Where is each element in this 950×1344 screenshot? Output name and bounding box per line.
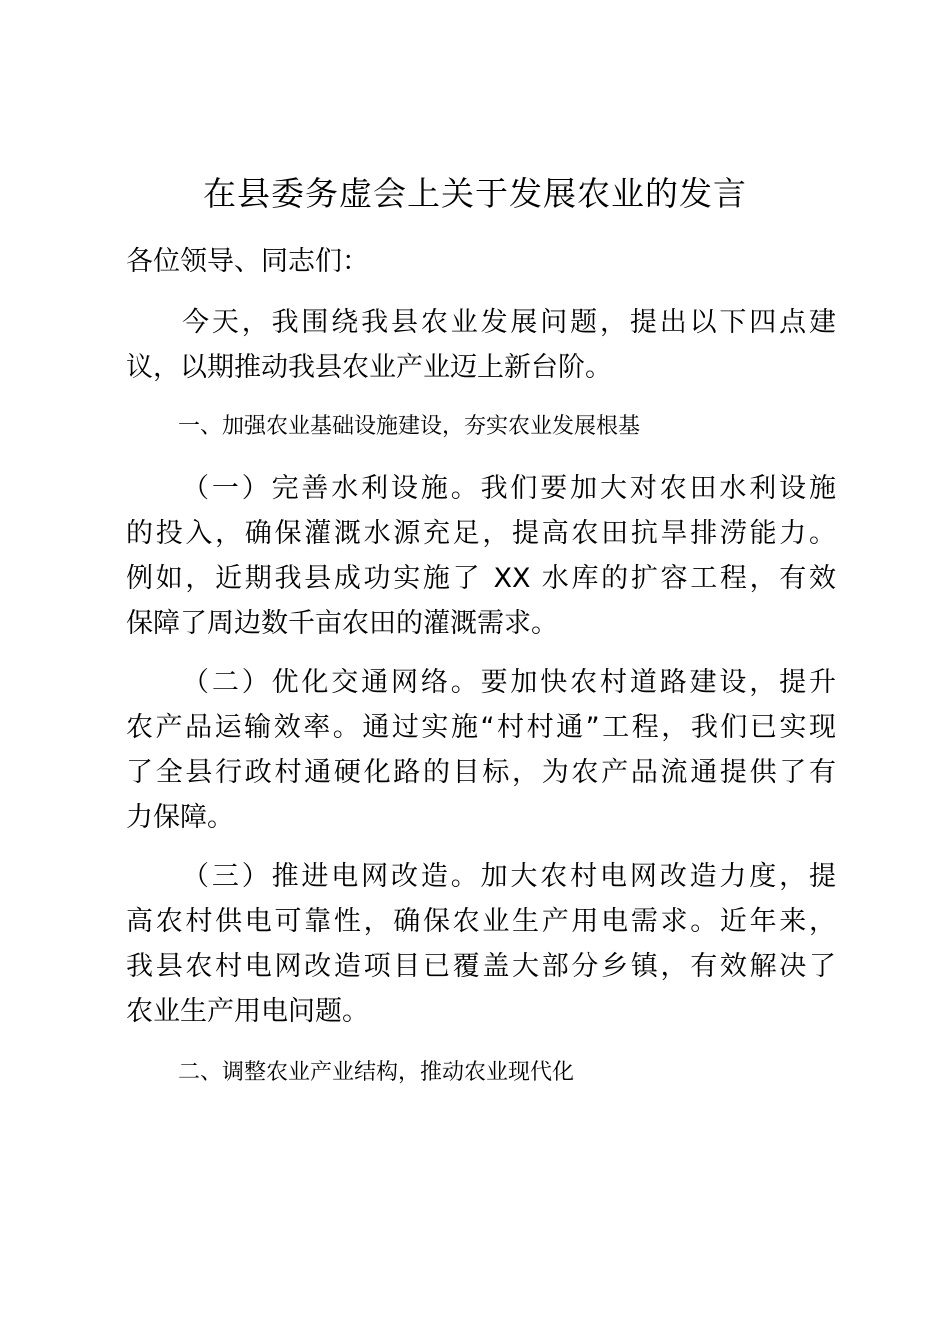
item-3-line-1: （三）推进电网改造。加大农村电网改造力度，提 <box>182 861 836 892</box>
section-1-item-1 <box>126 466 836 646</box>
item-3-line-2: 高农村供电可靠性，确保农业生产用电需求。近年来， <box>126 906 836 937</box>
intro-paragraph <box>126 300 836 390</box>
salutation: 各位领导、同志们： <box>126 246 369 277</box>
item-2-line-4: 力保障。 <box>126 802 234 833</box>
item-2-line-3: 了全县行政村通硬化路的目标，为农产品流通提供了有 <box>126 757 836 788</box>
item-1-line-2: 的投入，确保灌溉水源充足，提高农田抗旱排涝能力。 <box>126 518 836 549</box>
section-1-item-2 <box>126 660 836 840</box>
section-2-heading: 二、调整农业产业结构，推动农业现代化 <box>178 1060 575 1085</box>
item-2-line-1: （二）优化交通网络。要加快农村道路建设，提升 <box>182 667 836 698</box>
item-3-line-4: 农业生产用电问题。 <box>126 996 369 1027</box>
item-3-line-3: 我县农村电网改造项目已覆盖大部分乡镇，有效解决了 <box>126 951 836 982</box>
document-title: 在县委务虚会上关于发展农业的发言 <box>203 174 747 213</box>
item-1-line-1: （一）完善水利设施。我们要加大对农田水利设施 <box>182 473 836 504</box>
item-1-line-3: 例如，近期我县成功实施了 XX 水库的扩容工程，有效 <box>126 563 836 594</box>
intro-line-2: 议，以期推动我县农业产业迈上新台阶。 <box>126 352 612 383</box>
item-2-line-2: 农产品运输效率。通过实施“村村通”工程，我们已实现 <box>126 712 836 743</box>
section-1-heading: 一、加强农业基础设施建设，夯实农业发展根基 <box>178 414 641 439</box>
item-1-line-4: 保障了周边数千亩农田的灌溉需求。 <box>126 608 558 639</box>
intro-line-1: 今天，我围绕我县农业发展问题，提出以下四点建 <box>182 307 836 338</box>
section-1-item-3 <box>126 854 836 1034</box>
